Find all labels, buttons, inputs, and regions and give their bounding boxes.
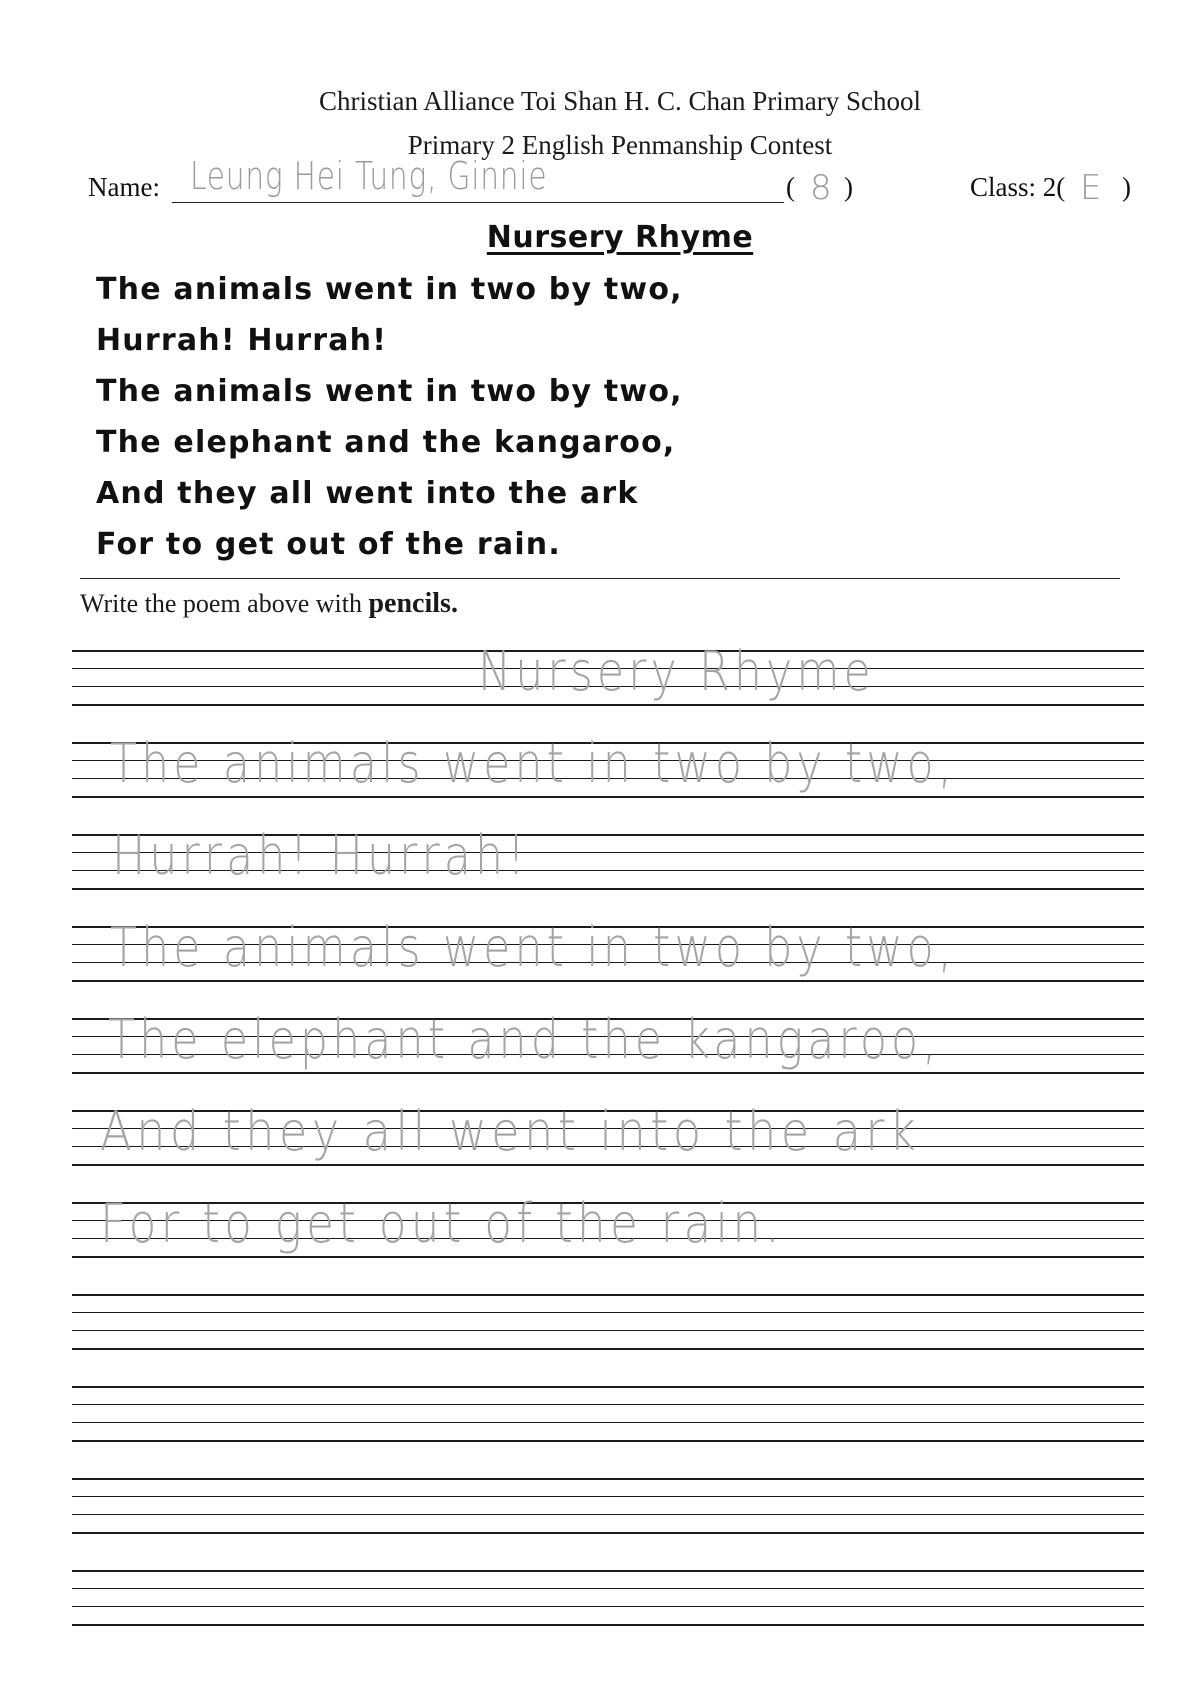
class-number-handwritten: 8 [810, 168, 832, 208]
instruction-text: Write the poem above with [80, 589, 362, 618]
writing-rule [72, 980, 1144, 982]
contest-title: Primary 2 English Penmanship Contest [407, 130, 833, 160]
name-underline [172, 202, 784, 203]
writing-rule [72, 1404, 1144, 1405]
handwritten-title: Nursery Rhyme [478, 640, 875, 703]
writing-rule [72, 1294, 1144, 1296]
instruction-emphasis: pencils. [368, 588, 458, 619]
handwritten-line: Hurrah! Hurrah! [112, 824, 530, 887]
writing-rule [72, 1164, 1144, 1166]
handwritten-line: The animals went in two by two, [110, 732, 957, 795]
writing-rule [72, 796, 1144, 798]
writing-rule [72, 1072, 1144, 1074]
writing-rule [72, 1588, 1144, 1589]
writing-rule [72, 1478, 1144, 1480]
class-number-close: ) [844, 172, 853, 202]
writing-rule [72, 1514, 1144, 1515]
writing-rule [72, 1624, 1144, 1626]
poem-line: Hurrah! Hurrah! [96, 323, 388, 358]
class-number-open: ( [786, 172, 795, 202]
instruction [80, 588, 458, 620]
writing-rule [72, 1606, 1144, 1607]
poem-line: For to get out of the rain. [96, 527, 561, 562]
school-name: Christian Alliance Toi Shan H. C. Chan Primary School [318, 86, 922, 116]
handwritten-line: The animals went in two by two, [110, 916, 957, 979]
writing-rule [72, 1496, 1144, 1497]
writing-rule [72, 1312, 1144, 1313]
section-divider [80, 578, 1120, 579]
poem-title: Nursery Rhyme [486, 220, 754, 255]
handwritten-line: The elephant and the kangaroo, [108, 1008, 941, 1071]
poem-line: The animals went in two by two, [96, 374, 683, 409]
writing-rule [72, 1440, 1144, 1442]
writing-rule [72, 1386, 1144, 1388]
writing-rule [72, 888, 1144, 890]
poem-line: The animals went in two by two, [96, 272, 683, 307]
writing-rule [72, 1330, 1144, 1331]
writing-rule [72, 1532, 1144, 1534]
poem-line: The elephant and the kangaroo, [96, 425, 676, 460]
class-handwritten: E [1080, 168, 1102, 208]
class-label: Class: 2( [970, 172, 1066, 202]
writing-rule [72, 704, 1144, 706]
handwritten-line: For to get out of the rain. [100, 1192, 784, 1255]
writing-rule [72, 1422, 1144, 1423]
writing-rule [72, 1348, 1144, 1350]
poem-line: And they all went into the ark [96, 476, 639, 511]
handwritten-line: And they all went into the ark [100, 1100, 921, 1163]
writing-rule [72, 1570, 1144, 1572]
name-label: Name: [88, 172, 160, 202]
student-name-handwritten: Leung Hei Tung, Ginnie [190, 154, 548, 198]
class-close: ) [1122, 172, 1131, 202]
writing-rule [72, 1256, 1144, 1258]
